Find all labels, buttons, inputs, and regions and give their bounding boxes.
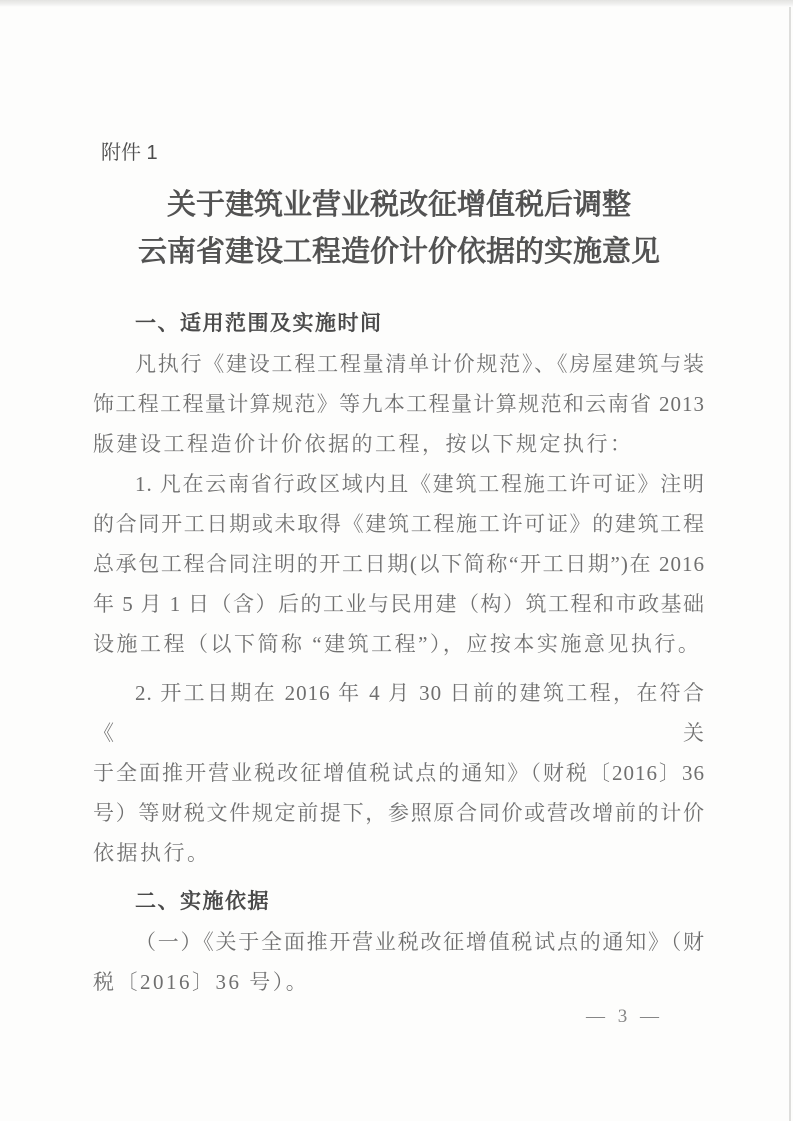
attachment-label: 附件 1 [101, 142, 158, 164]
body-line: 税〔2016〕36 号）。 [93, 970, 310, 994]
section-heading-1: 一、适用范围及实施时间 [135, 312, 383, 335]
body-line: 于全面推开营业税改征增值税试点的通知》（财税〔2016〕36 [93, 761, 705, 785]
body-line: 饰工程工程量计算规范》等九本工程量计算规范和云南省 2013 [93, 392, 705, 416]
body-line: （一）《关于全面推开营业税改征增值税试点的通知》（财 [135, 930, 705, 954]
body-line: 依据执行。 [93, 841, 211, 865]
body-line: 的合同开工日期或未取得《建筑工程施工许可证》的建筑工程 [93, 512, 705, 536]
body-line: 凡执行《建设工程工程量清单计价规范》、《房屋建筑与装 [135, 352, 705, 376]
document-title-line2: 云南省建设工程造价计价依据的实施意见 [137, 236, 660, 268]
scan-edge-top [0, 0, 793, 7]
page-number: — 3 — [586, 1006, 663, 1027]
document-title-line1: 关于建筑业营业税改征增值税后调整 [166, 189, 631, 221]
body-line: 号）等财税文件规定前提下，参照原合同价或营改增前的计价 [93, 801, 705, 825]
body-line: 版建设工程造价计价依据的工程，按以下规定执行： [93, 432, 634, 456]
body-line: 年 5 月 1 日（含）后的工业与民用建（构）筑工程和市政基础 [93, 592, 705, 616]
section-heading-2: 二、实施依据 [135, 890, 270, 913]
body-line: 1. 凡在云南省行政区域内且《建筑工程施工许可证》注明 [135, 472, 705, 496]
scan-edge-right [789, 7, 791, 1121]
document-content [93, 140, 705, 1002]
body-line: 总承包工程合同注明的开工日期(以下简称“开工日期”)在 2016 [93, 552, 705, 576]
body-line: 设施工程（以下简称 “建筑工程”），应按本实施意见执行。 [93, 632, 702, 656]
document-title [93, 182, 705, 276]
body-line: 2. 开工日期在 2016 年 4 月 30 日前的建筑工程，在符合《关 [93, 681, 705, 745]
